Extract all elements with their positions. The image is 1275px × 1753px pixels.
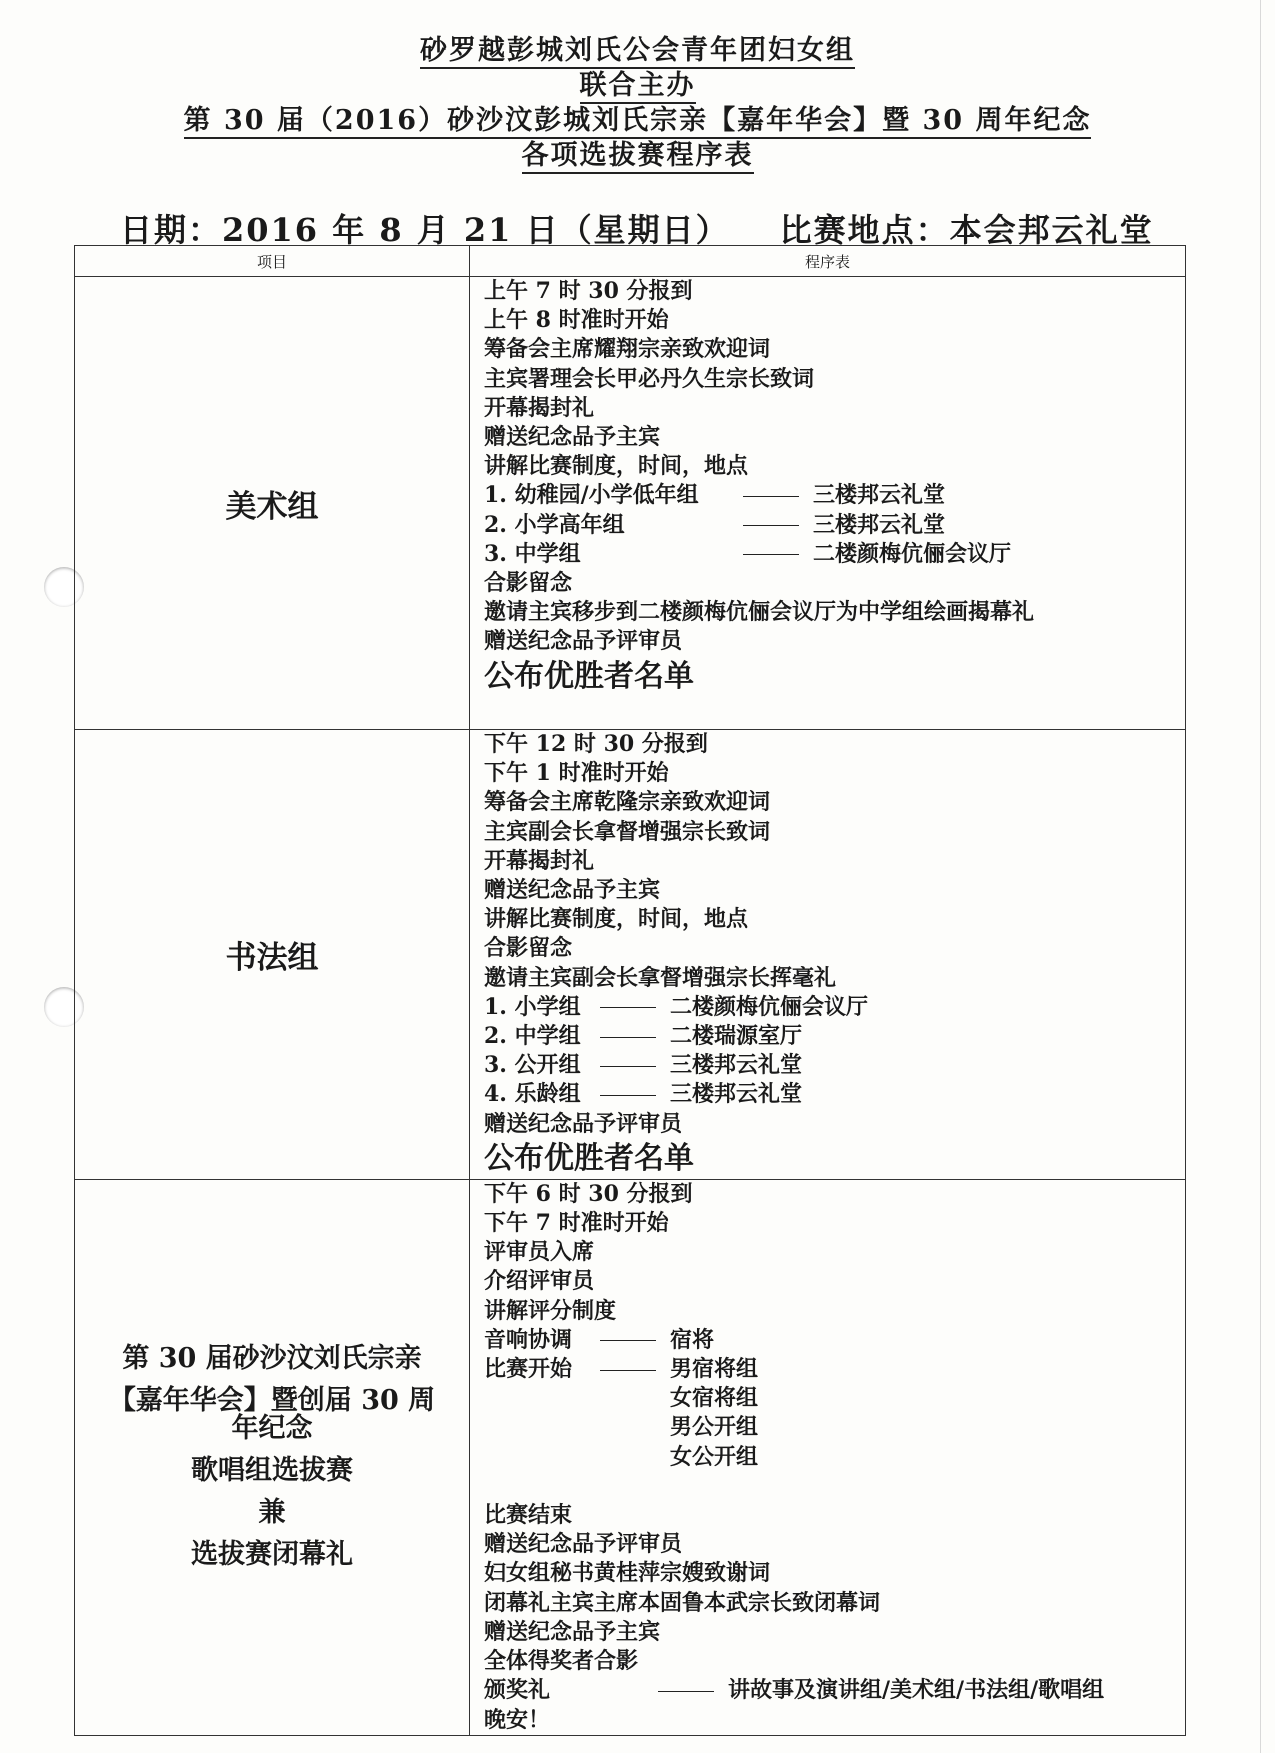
program-item-label: 合影留念 [484, 570, 573, 597]
program-item [484, 1706, 1185, 1735]
program-item-label: 2. 中学组 [484, 1023, 581, 1050]
program-item-label: 邀请主宾副会长拿督增强宗长挥毫礼 [484, 964, 837, 991]
document-header [0, 34, 1275, 174]
program-item [484, 540, 1185, 569]
dash-separator [600, 1095, 656, 1096]
program-item-location: 男宿将组 [670, 1356, 759, 1383]
program-item-label: 主宾署理会长甲必丹久生宗长致词 [484, 365, 815, 392]
program-item [484, 1326, 1185, 1355]
program-item [484, 481, 1185, 510]
program-item [484, 1139, 1185, 1179]
program-item [484, 1384, 1185, 1413]
program-item-location: 二楼颜梅伉俪会议厅 [670, 993, 869, 1020]
section-name-line: 【嘉年华会】暨创届 30 周 [108, 1385, 436, 1417]
program-item-label: 开幕揭封礼 [484, 847, 595, 874]
section-name-line: 兼 [258, 1497, 286, 1529]
program-item [484, 964, 1185, 993]
program-list-art [470, 277, 1186, 730]
section-name-art [75, 277, 470, 730]
program-item [484, 1413, 1185, 1442]
program-item [484, 1238, 1185, 1267]
program-item [484, 394, 1185, 423]
program-item-label: 上午 8 时准时开始 [484, 307, 669, 334]
event-venue: 比赛地点：本会邦云礼堂 [779, 211, 1154, 249]
program-item [484, 1472, 1185, 1501]
program-item-label: 筹备会主席耀翔宗亲致欢迎词 [484, 336, 771, 363]
event-date: 日期：2016 年 8 月 21 日（星期日） [120, 211, 730, 249]
program-item-label: 下午 12 时 30 分报到 [484, 731, 708, 757]
program-item-label: 晚安！ [484, 1706, 551, 1733]
program-item [484, 759, 1185, 788]
dash-separator [743, 496, 799, 497]
program-item [484, 730, 1185, 759]
program-item-location: 三楼邦云礼堂 [813, 511, 946, 538]
section-name: 美术组 [225, 488, 319, 525]
program-item-label: 下午 6 时 30 分报到 [484, 1180, 693, 1207]
section-row-calligraphy [75, 730, 1186, 1180]
program-item-label: 上午 7 时 30 分报到 [484, 278, 693, 304]
program-item-label: 赠送纪念品予评审员 [484, 1110, 683, 1137]
dash-separator [600, 1340, 656, 1341]
program-item-label: 下午 7 时准时开始 [484, 1210, 669, 1237]
program-item-label: 比赛结束 [484, 1502, 573, 1529]
section-row-art [75, 277, 1186, 730]
program-item-label: 音响协调 [484, 1326, 573, 1353]
co-organizer-label: 联合主办 [580, 69, 696, 104]
program-item-location: 男公开组 [670, 1414, 759, 1441]
program-item-label: 讲解比赛制度，时间，地点 [484, 453, 749, 480]
program-item-label: 公布优胜者名单 [484, 658, 694, 694]
program-item-label: 赠送纪念品予评审员 [484, 1531, 683, 1558]
dash-separator [600, 1007, 656, 1008]
program-item [484, 452, 1185, 481]
program-item-label: 下午 1 时准时开始 [484, 760, 669, 787]
column-header-program: 程序表 [470, 246, 1186, 277]
section-row-singing [75, 1179, 1186, 1735]
dash-separator [658, 1691, 714, 1692]
program-item-label: 讲解比赛制度，时间，地点 [484, 906, 749, 933]
program-item [484, 1618, 1185, 1647]
program-item [484, 1443, 1185, 1472]
program-item [484, 993, 1185, 1022]
program-item [484, 788, 1185, 817]
program-item-label: 闭幕礼主宾主席本固鲁本武宗长致闭幕词 [484, 1589, 881, 1616]
program-item-label: 赠送纪念品予主宾 [484, 424, 661, 451]
program-item-location: 二楼颜梅伉俪会议厅 [813, 540, 1012, 567]
program-item-label: 赠送纪念品予主宾 [484, 877, 661, 904]
program-item [484, 335, 1185, 364]
program-item [484, 365, 1185, 394]
program-item-label: 4. 乐龄组 [484, 1081, 581, 1108]
program-item-label: 3. 公开组 [484, 1052, 581, 1079]
program-item [484, 1676, 1185, 1705]
section-name-line: 年纪念 [231, 1413, 313, 1445]
program-item-location: 女宿将组 [670, 1385, 759, 1412]
dash-separator [600, 1370, 656, 1371]
program-item [484, 818, 1185, 847]
program-item [484, 1647, 1185, 1676]
program-item [484, 511, 1185, 540]
program-item-label: 评审员入席 [484, 1239, 595, 1266]
dash-separator [600, 1066, 656, 1067]
program-item-label: 开幕揭封礼 [484, 394, 595, 421]
program-item-location: 三楼邦云礼堂 [670, 1052, 803, 1079]
table-header-row [75, 246, 1186, 277]
schedule-title: 各项选拔赛程序表 [522, 139, 754, 174]
program-item [484, 876, 1185, 905]
section-name-line: 选拔赛闭幕礼 [191, 1539, 353, 1571]
program-item [484, 1589, 1185, 1618]
program-item-location: 宿将 [670, 1326, 715, 1353]
program-item [484, 569, 1185, 598]
program-item-location: 讲故事及演讲组/美术组/书法组/歌唱组 [728, 1677, 1105, 1704]
program-item-label: 介绍评审员 [484, 1268, 595, 1295]
program-item [484, 905, 1185, 934]
section-name-line: 歌唱组选拔赛 [191, 1455, 353, 1487]
organizer-title: 砂罗越彭城刘氏公会青年团妇女组 [420, 34, 855, 69]
program-item-label: 公布优胜者名单 [484, 1140, 694, 1176]
program-item [484, 1022, 1185, 1051]
program-item-label: 赠送纪念品予评审员 [484, 628, 683, 655]
program-item [484, 657, 1185, 697]
dash-separator [600, 1037, 656, 1038]
column-header-item: 项目 [75, 246, 470, 277]
program-item [484, 1267, 1185, 1296]
program-item-label: 比赛开始 [484, 1356, 573, 1383]
program-item-label: 2. 小学高年组 [484, 511, 625, 538]
program-list-calligraphy [470, 730, 1186, 1180]
program-item [484, 1355, 1185, 1384]
section-name-line: 第 30 届砂沙汶刘氏宗亲 [122, 1343, 422, 1375]
program-item [484, 847, 1185, 876]
section-name-calligraphy [75, 730, 470, 1180]
program-item-label: 主宾副会长拿督增强宗长致词 [484, 818, 771, 845]
program-item-location: 三楼邦云礼堂 [670, 1081, 803, 1108]
program-item-location: 三楼邦云礼堂 [813, 482, 946, 509]
scan-edge [1260, 0, 1261, 1753]
dash-separator [743, 554, 799, 555]
program-item [484, 934, 1185, 963]
program-item-label: 筹备会主席乾隆宗亲致欢迎词 [484, 789, 771, 816]
program-item [484, 1110, 1185, 1139]
program-item [484, 598, 1185, 627]
program-item [484, 423, 1185, 452]
program-item [484, 1530, 1185, 1559]
program-item [484, 1297, 1185, 1326]
program-item [484, 627, 1185, 656]
section-name: 书法组 [225, 939, 319, 976]
program-table [74, 245, 1186, 1736]
program-item-label: 合影留念 [484, 935, 573, 962]
program-item [484, 1501, 1185, 1530]
program-item-label: 1. 幼稚园/小学低年组 [484, 482, 699, 509]
program-item-location: 二楼瑞源室厅 [670, 1023, 803, 1050]
program-item [484, 1209, 1185, 1238]
dash-separator [743, 525, 799, 526]
program-item [484, 1180, 1185, 1209]
event-title: 第 30 届（2016）砂沙汶彭城刘氏宗亲【嘉年华会】暨 30 周年纪念 [184, 104, 1092, 139]
section-name-singing [75, 1179, 470, 1735]
program-item-label: 3. 中学组 [484, 540, 581, 567]
program-item-label: 赠送纪念品予主宾 [484, 1618, 661, 1645]
program-item-label: 邀请主宾移步到二楼颜梅伉俪会议厅为中学组绘画揭幕礼 [484, 599, 1035, 626]
program-item [484, 1559, 1185, 1588]
program-item-location: 女公开组 [670, 1443, 759, 1470]
program-item [484, 277, 1185, 306]
program-list-singing [470, 1179, 1186, 1735]
program-item-label: 妇女组秘书黄桂萍宗嫂致谢词 [484, 1560, 771, 1587]
program-item-label: 全体得奖者合影 [484, 1648, 639, 1675]
program-item [484, 1080, 1185, 1109]
program-item-label: 颁奖礼 [484, 1677, 551, 1704]
program-item [484, 1051, 1185, 1080]
program-item [484, 306, 1185, 335]
program-item-label: 讲解评分制度 [484, 1297, 617, 1324]
program-item-label: 1. 小学组 [484, 993, 581, 1020]
